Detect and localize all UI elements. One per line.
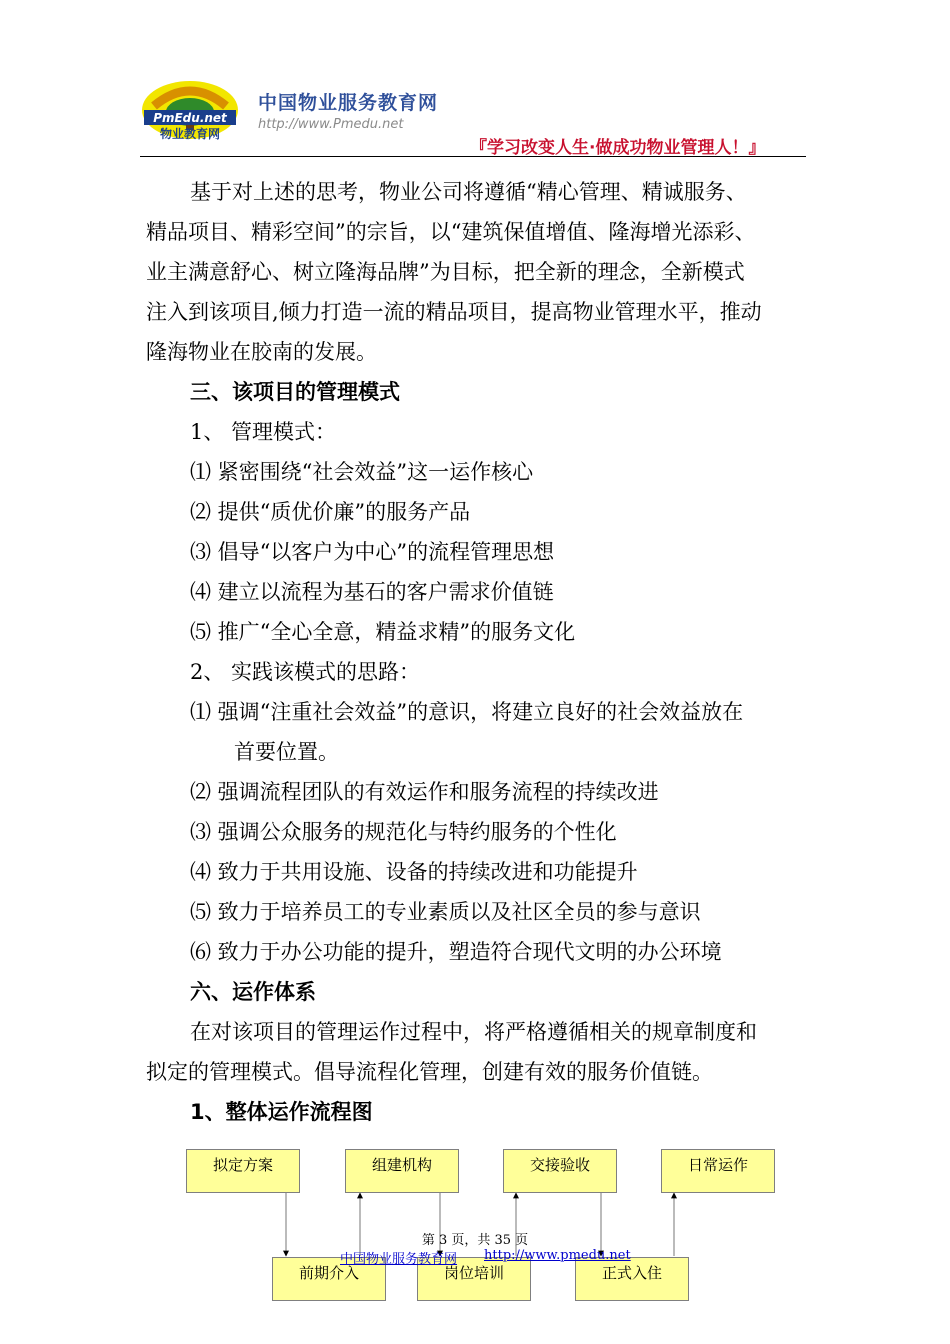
paragraph-line: 精品项目、精彩空间”的宗旨，以“建筑保值增值、隆海增光添彩、 <box>146 220 756 244</box>
logo-name-text: 物业教育网 <box>159 127 221 140</box>
logo <box>140 80 240 140</box>
subsection-heading: 2、 实践该模式的思路： <box>190 660 421 684</box>
flow-box-training: 岗位培训 <box>417 1257 531 1301</box>
paragraph-line: 隆海物业在胶南的发展。 <box>146 340 377 364</box>
list-item: ⑴ 紧密围绕“社会效益”这一运作核心 <box>190 460 534 484</box>
list-item: ⑷ 建立以流程为基石的客户需求价值链 <box>190 580 554 604</box>
flow-box-plan: 拟定方案 <box>186 1149 300 1193</box>
footer-url-link[interactable]: http://www.pmedu.net <box>484 1248 631 1263</box>
paragraph-line: 拟定的管理模式。倡导流程化管理，创建有效的服务价值链。 <box>146 1060 713 1084</box>
footer-site-link[interactable]: 中国物业服务教育网 <box>340 1252 458 1267</box>
logo-site-text: PmEdu.net <box>153 111 227 125</box>
flow-box-organize: 组建机构 <box>345 1149 459 1193</box>
list-item: ⑴ 强调“注重社会效益”的意识，将建立良好的社会效益放在 <box>190 700 744 724</box>
paragraph-line: 基于对上述的思考，物业公司将遵循“精心管理、精诚服务、 <box>190 180 747 204</box>
list-item-continuation: 首要位置。 <box>234 740 339 764</box>
list-item: ⑵ 强调流程团队的有效运作和服务流程的持续改进 <box>190 780 659 804</box>
paragraph-line: 在对该项目的管理运作过程中，将严格遵循相关的规章制度和 <box>190 1020 757 1044</box>
brand-url: http://www.Pmedu.net <box>258 117 404 132</box>
flow-box-movein: 正式入住 <box>575 1257 689 1301</box>
slogan: 『学习改变人生·做成功物业管理人！』 <box>470 138 766 158</box>
flowchart-heading: 1、整体运作流程图 <box>190 1100 373 1124</box>
list-item: ⑸ 致力于培养员工的专业素质以及社区全员的参与意识 <box>190 900 701 924</box>
flow-box-daily: 日常运作 <box>661 1149 775 1193</box>
list-item: ⑵ 提供“质优价廉”的服务产品 <box>190 500 471 524</box>
list-item: ⑷ 致力于共用设施、设备的持续改进和功能提升 <box>190 860 638 884</box>
list-item: ⑶ 强调公众服务的规范化与特约服务的个性化 <box>190 820 617 844</box>
section-heading: 六、运作体系 <box>190 980 316 1004</box>
section-heading: 三、该项目的管理模式 <box>190 380 400 404</box>
flow-box-early: 前期介入 <box>272 1257 386 1301</box>
header-divider <box>140 156 806 157</box>
list-item: ⑶ 倡导“以客户为中心”的流程管理思想 <box>190 540 555 564</box>
brand-title: 中国物业服务教育网 <box>258 92 439 114</box>
page-number: 第 3 页，共 35 页 <box>421 1233 529 1248</box>
list-item: ⑹ 致力于办公功能的提升，塑造符合现代文明的办公环境 <box>190 940 722 964</box>
paragraph-line: 业主满意舒心、树立隆海品牌”为目标，把全新的理念，全新模式 <box>146 260 745 284</box>
list-item: ⑸ 推广“全心全意，精益求精”的服务文化 <box>190 620 576 644</box>
flow-box-handover: 交接验收 <box>503 1149 617 1193</box>
subsection-heading: 1、 管理模式： <box>190 420 337 444</box>
paragraph-line: 注入到该项目,倾力打造一流的精品项目，提高物业管理水平，推动 <box>146 300 762 324</box>
